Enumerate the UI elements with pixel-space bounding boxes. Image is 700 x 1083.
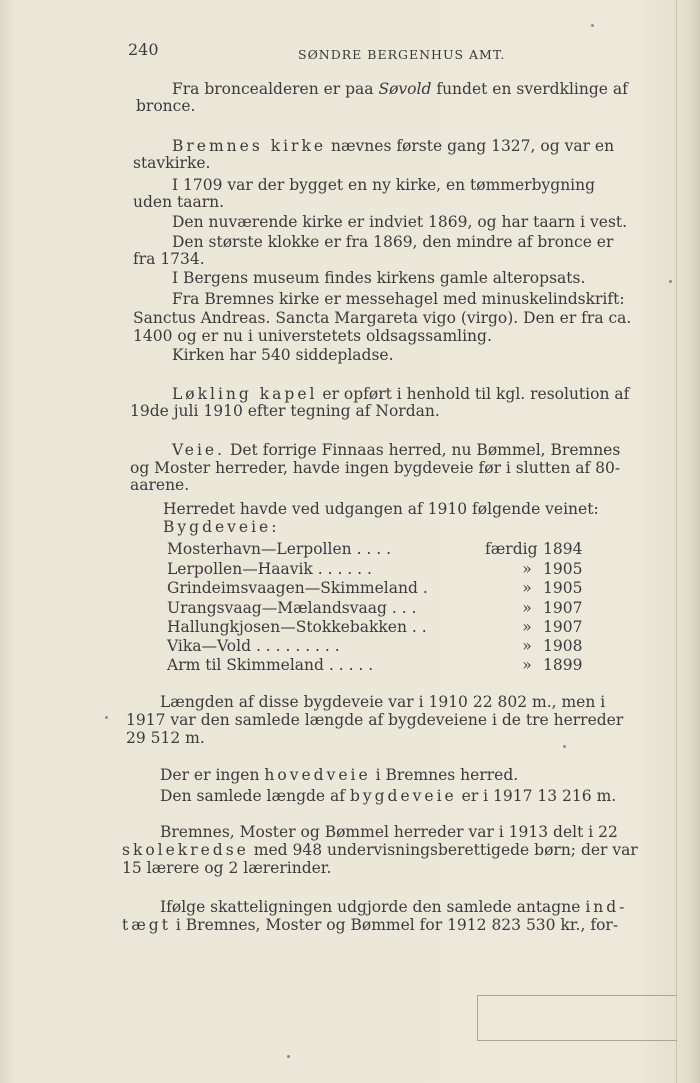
road-name xyxy=(167,579,428,597)
road-row xyxy=(167,560,587,580)
leader-dots: . . xyxy=(411,618,427,636)
road-name xyxy=(167,540,391,558)
paragraph-samlede xyxy=(160,787,616,806)
paragraph-line: Bremnes, Moster og Bømmel herreder var i 1913 delt i 22 xyxy=(160,823,618,841)
road-row xyxy=(167,579,587,599)
place-name: Søvold xyxy=(378,80,432,98)
paragraph-line: Sanctus Andreas. Sancta Margareta vigo (virgo). Den er fra ca. xyxy=(133,309,632,327)
paragraph-line: 19de juli 1910 efter tegning af Nordan. xyxy=(130,402,440,420)
road-name-text: Lerpollen—Haavik xyxy=(167,560,313,578)
road-name-text: Hallungkjosen—Stokkebakken xyxy=(167,618,407,636)
leader-dots: . . . . . . xyxy=(317,560,372,578)
paragraph-line: og Moster herreder, havde ingen bygdeveie før i slutten af 80- xyxy=(130,459,621,477)
road-row xyxy=(167,618,587,638)
paragraph-line: Den største klokke er fra 1869, den mindre af bronce er xyxy=(172,233,614,251)
paragraph-skole xyxy=(122,841,638,860)
paragraph-skat-cont xyxy=(122,916,618,935)
leader-dots: . . . . xyxy=(356,540,392,558)
road-name xyxy=(167,560,372,578)
road-name xyxy=(167,637,340,655)
text-span: Fra broncealderen er paa xyxy=(172,80,374,98)
text-span: fundet en sverdklinge af xyxy=(436,80,628,98)
scan-fleck xyxy=(563,745,566,748)
scan-fleck xyxy=(105,716,108,719)
text-span: er opført i henhold til kgl. resolution af xyxy=(322,385,630,403)
road-status: » xyxy=(522,579,532,597)
scan-fleck xyxy=(669,280,672,283)
spaced-word: tægt xyxy=(122,916,171,934)
paragraph-line: Fra Bremnes kirke er messehagel med minuskelindskrift: xyxy=(172,290,625,308)
scan-fleck xyxy=(287,1055,290,1058)
road-row xyxy=(167,637,587,657)
scan-frame-mark xyxy=(477,995,677,1041)
text-span: Det forrige Finnaas herred, nu Bømmel, Bremnes xyxy=(229,441,621,459)
road-name-text: Mosterhavn—Lerpollen xyxy=(167,540,352,558)
paragraph-line: 15 lærere og 2 lærerinder. xyxy=(122,859,332,877)
road-name xyxy=(167,656,373,674)
road-year: 1905 xyxy=(543,560,583,578)
paragraph-line: fra 1734. xyxy=(133,250,205,268)
road-year: 1907 xyxy=(543,599,583,617)
spaced-word: skolekredse xyxy=(122,841,249,859)
text-span: Ifølge skatteligningen udgjorde den samlede antagne xyxy=(160,898,581,916)
scan-fleck xyxy=(591,24,594,27)
road-year: 1894 xyxy=(543,540,583,558)
text-span: nævnes første gang 1327, og var en xyxy=(330,137,615,155)
spaced-heading: Bremnes kirke xyxy=(172,137,327,155)
road-name xyxy=(167,599,416,617)
paragraph-line: I 1709 var der bygget en ny kirke, en tømmerbygning xyxy=(172,176,596,194)
road-year: 1907 xyxy=(543,618,583,636)
road-status: » xyxy=(522,656,532,674)
leader-dots: . . . xyxy=(391,599,417,617)
text-span: Der er ingen xyxy=(160,766,260,784)
road-row xyxy=(167,599,587,619)
road-year: 1905 xyxy=(543,579,583,597)
paragraph-line: Herredet havde ved udgangen af 1910 følgende veinet: xyxy=(163,500,599,518)
road-name-text: Urangsvaag—Mælandsvaag xyxy=(167,599,387,617)
road-row xyxy=(167,540,587,560)
spaced-heading: Løkling kapel xyxy=(172,385,318,403)
spaced-word: hovedveie xyxy=(264,766,371,784)
road-row xyxy=(167,656,587,676)
text-span: Den samlede længde af xyxy=(160,787,345,805)
road-name-text: Arm til Skimmeland xyxy=(167,656,324,674)
text-span: i Bremnes herred. xyxy=(375,766,519,784)
paragraph-bronce xyxy=(172,80,628,99)
page-number: 240 xyxy=(128,40,159,59)
paragraph-line: Længden af disse bygdeveie var i 1910 22 802 m., men i xyxy=(160,693,606,711)
road-year: 1908 xyxy=(543,637,583,655)
paragraph-line: Kirken har 540 siddepladse. xyxy=(172,346,394,364)
text-span: med 948 undervisningsberettigede børn; der var xyxy=(253,841,638,859)
road-year: 1899 xyxy=(543,656,583,674)
paragraph-line: uden taarn. xyxy=(133,193,225,211)
road-name-text: Grindeimsvaagen—Skimmeland xyxy=(167,579,418,597)
road-status: » xyxy=(522,560,532,578)
bygdeveie-heading: Bygdeveie: xyxy=(163,518,280,536)
paragraph-line: aarene. xyxy=(130,476,190,494)
spaced-word: bygdeveie xyxy=(349,787,457,805)
road-status: » xyxy=(522,618,532,636)
text-span: i Bremnes, Moster og Bømmel for 1912 823 530 kr., for- xyxy=(175,916,619,934)
paragraph-hovedveie xyxy=(160,766,518,785)
leader-dots: . . . . . . . . . xyxy=(255,637,340,655)
paragraph-line: 29 512 m. xyxy=(126,729,205,747)
paragraph-line: Den nuværende kirke er indviet 1869, og har taarn i vest. xyxy=(172,213,628,231)
running-head: SØNDRE BERGENHUS AMT. xyxy=(298,47,506,62)
paragraph-line: 1400 og er nu i universtetets oldsagssamling. xyxy=(133,327,492,345)
road-name xyxy=(167,618,427,636)
paragraph-kirke xyxy=(172,137,614,156)
leader-dots: . . . . . xyxy=(328,656,374,674)
paragraph-line: stavkirke. xyxy=(133,154,211,172)
road-status: færdig xyxy=(485,540,538,558)
page-edge xyxy=(676,0,677,1083)
road-name-text: Vika—Vold xyxy=(167,637,251,655)
road-status: » xyxy=(522,599,532,617)
spaced-heading: Veie. xyxy=(172,441,226,459)
paragraph-line: bronce. xyxy=(136,97,196,115)
text-span: er i 1917 13 216 m. xyxy=(461,787,617,805)
paragraph-line: 1917 var den samlede længde af bygdeveiene i de tre herreder xyxy=(126,711,624,729)
road-status: » xyxy=(522,637,532,655)
paragraph-skat xyxy=(160,898,627,917)
paragraph-line: I Bergens museum findes kirkens gamle alteropsats. xyxy=(172,269,586,287)
leader-dots: . xyxy=(422,579,428,597)
spaced-word: ind- xyxy=(585,898,628,916)
paragraph-veie xyxy=(172,441,620,460)
